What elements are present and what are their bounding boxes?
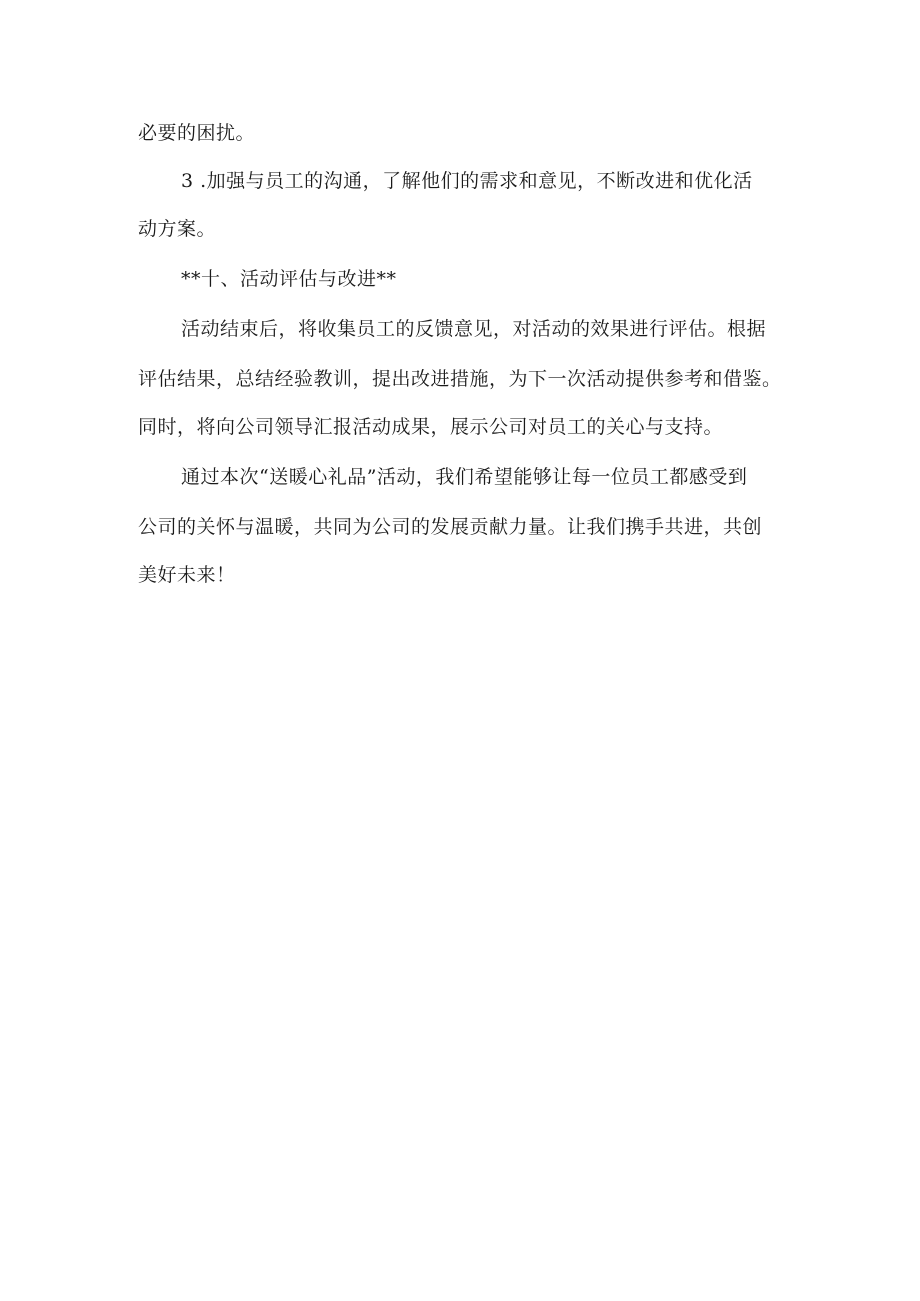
paragraph-line: 3 .加强与员工的沟通，了解他们的需求和意见，不断改进和优化活: [181, 170, 753, 192]
paragraph-line: 公司的关怀与温暖，共同为公司的发展贡献力量。让我们携手共进，共创: [138, 516, 763, 538]
paragraph-line: 通过本次“送暖心礼品”活动，我们希望能够让每一位员工都感受到: [181, 466, 748, 488]
paragraph-line: 美好未来！: [138, 564, 236, 586]
paragraph-line: 活动结束后，将收集员工的反馈意见，对活动的效果进行评估。根据: [181, 318, 767, 340]
paragraph-line: 评估结果，总结经验教训，提出改进措施，为下一次活动提供参考和借鉴。: [138, 368, 782, 390]
paragraph-line: 必要的困扰。: [138, 122, 256, 144]
paragraph-line: 同时，将向公司领导汇报活动成果，展示公司对员工的关心与支持。: [138, 416, 724, 438]
section-heading: **十、活动评估与改进**: [181, 268, 397, 290]
paragraph-line: 动方案。: [138, 218, 217, 240]
